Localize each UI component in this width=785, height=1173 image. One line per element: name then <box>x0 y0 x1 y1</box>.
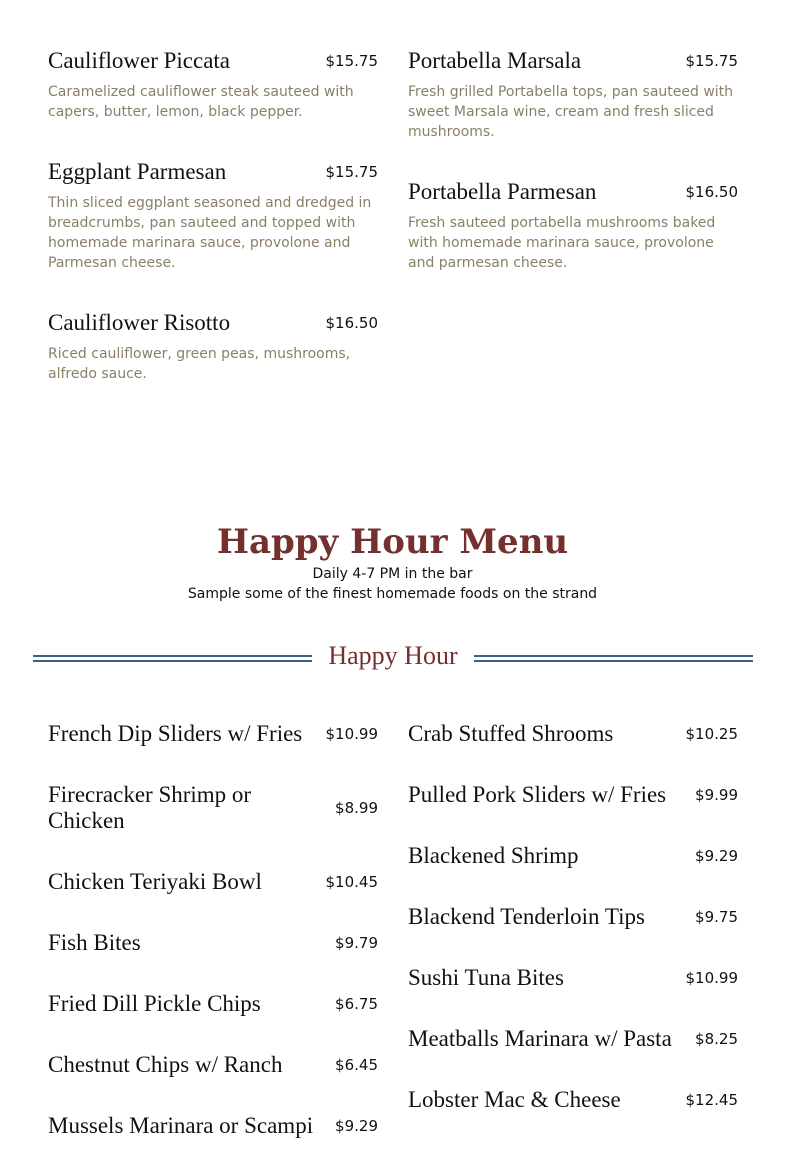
menu-item <box>408 1025 738 1086</box>
menu-item <box>48 159 378 310</box>
menu-item-description: Fresh grilled Portabella tops, pan sauteed with sweet Marsala wine, cream and fresh sliced mushrooms. <box>408 84 734 140</box>
subtitle-tagline: Sample some of the finest homemade foods on the strand <box>187 586 598 602</box>
menu-item-price: $9.75 <box>695 908 738 926</box>
menu-item-name: Blackened Shrimp <box>408 843 579 868</box>
menu-item <box>48 1112 378 1173</box>
menu-item-price: $12.45 <box>685 1091 738 1109</box>
menu-item-name: Portabella Parmesan <box>408 179 597 204</box>
menu-item <box>48 929 378 990</box>
menu-item-name: Pulled Pork Sliders w/ Fries <box>408 782 667 807</box>
menu-item-description: Caramelized cauliflower steak sauteed with capers, butter, lemon, black pepper. <box>48 84 354 120</box>
menu-item-price: $6.45 <box>335 1056 378 1074</box>
menu-item-price: $10.25 <box>685 725 738 743</box>
menu-item-name: French Dip Sliders w/ Fries <box>48 721 303 746</box>
menu-item-price: $10.45 <box>325 873 378 891</box>
menu-item <box>408 964 738 1025</box>
menu-item <box>408 842 738 903</box>
menu-item <box>408 1086 738 1147</box>
menu-item <box>408 720 738 781</box>
menu-item-name: Cauliflower Piccata <box>48 48 231 73</box>
menu-item-name: Sushi Tuna Bites <box>408 965 564 990</box>
menu-item-name: Crab Stuffed Shrooms <box>408 721 614 746</box>
menu-item-name: Firecracker Shrimp or Chicken <box>48 782 252 833</box>
menu-item-price: $8.25 <box>695 1030 738 1048</box>
menu-item-name: Chicken Teriyaki Bowl <box>48 869 262 894</box>
menu-item <box>48 781 378 868</box>
menu-item-price: $15.75 <box>325 52 378 70</box>
menu-item-name: Fried Dill Pickle Chips <box>48 991 261 1016</box>
section-header <box>33 640 753 674</box>
menu-item <box>48 48 378 159</box>
menu-item-price: $8.99 <box>335 799 378 817</box>
menu-item-price: $9.99 <box>695 786 738 804</box>
menu-item-name: Blackend Tenderloin Tips <box>408 904 645 929</box>
menu-item-price: $15.75 <box>325 163 378 181</box>
menu-item-description: Fresh sauteed portabella mushrooms baked with homemade marinara sauce, provolone and parmesan cheese. <box>408 215 716 271</box>
entrees-left-column <box>48 48 378 384</box>
menu-item <box>48 990 378 1051</box>
menu-item <box>408 903 738 964</box>
section-title: Happy Hour <box>328 641 458 670</box>
menu-item <box>408 48 738 179</box>
menu-item-price: $9.79 <box>335 934 378 952</box>
menu-item <box>408 179 738 273</box>
menu-item-name: Chestnut Chips w/ Ranch <box>48 1052 283 1077</box>
entrees-right-column <box>408 48 738 273</box>
menu-item-name: Portabella Marsala <box>408 48 582 73</box>
menu-item-name: Eggplant Parmesan <box>48 159 227 184</box>
menu-item <box>408 781 738 842</box>
menu-item-description: Riced cauliflower, green peas, mushrooms, alfredo sauce. <box>48 346 351 382</box>
menu-item-price: $15.75 <box>685 52 738 70</box>
menu-item-price: $6.75 <box>335 995 378 1013</box>
menu-item-price: $9.29 <box>335 1117 378 1135</box>
menu-item <box>48 1051 378 1112</box>
menu-item <box>48 868 378 929</box>
menu-item-name: Mussels Marinara or Scampi <box>48 1113 314 1138</box>
menu-item-price: $16.50 <box>685 183 738 201</box>
menu-item <box>48 310 378 384</box>
menu-item-price: $16.50 <box>325 314 378 332</box>
menu-item-name: Cauliflower Risotto <box>48 310 231 335</box>
page-title: Happy Hour Menu <box>216 522 569 562</box>
menu-item-description: Thin sliced eggplant seasoned and dredged in breadcrumbs, pan sauteed and topped with homemade marinara sauce, provolone and Parmesan cheese. <box>48 195 372 271</box>
subtitle-hours: Daily 4-7 PM in the bar <box>312 566 473 582</box>
menu-item-price: $10.99 <box>685 969 738 987</box>
menu-item-name: Fish Bites <box>48 930 141 955</box>
menu-item-price: $10.99 <box>325 725 378 743</box>
menu-item-name: Meatballs Marinara w/ Pasta <box>408 1026 672 1051</box>
menu-item-name: Lobster Mac & Cheese <box>408 1087 621 1112</box>
menu-item-price: $9.29 <box>695 847 738 865</box>
menu-item <box>48 720 378 781</box>
happy-hour-left-column <box>48 720 378 1173</box>
happy-hour-right-column <box>408 720 738 1147</box>
